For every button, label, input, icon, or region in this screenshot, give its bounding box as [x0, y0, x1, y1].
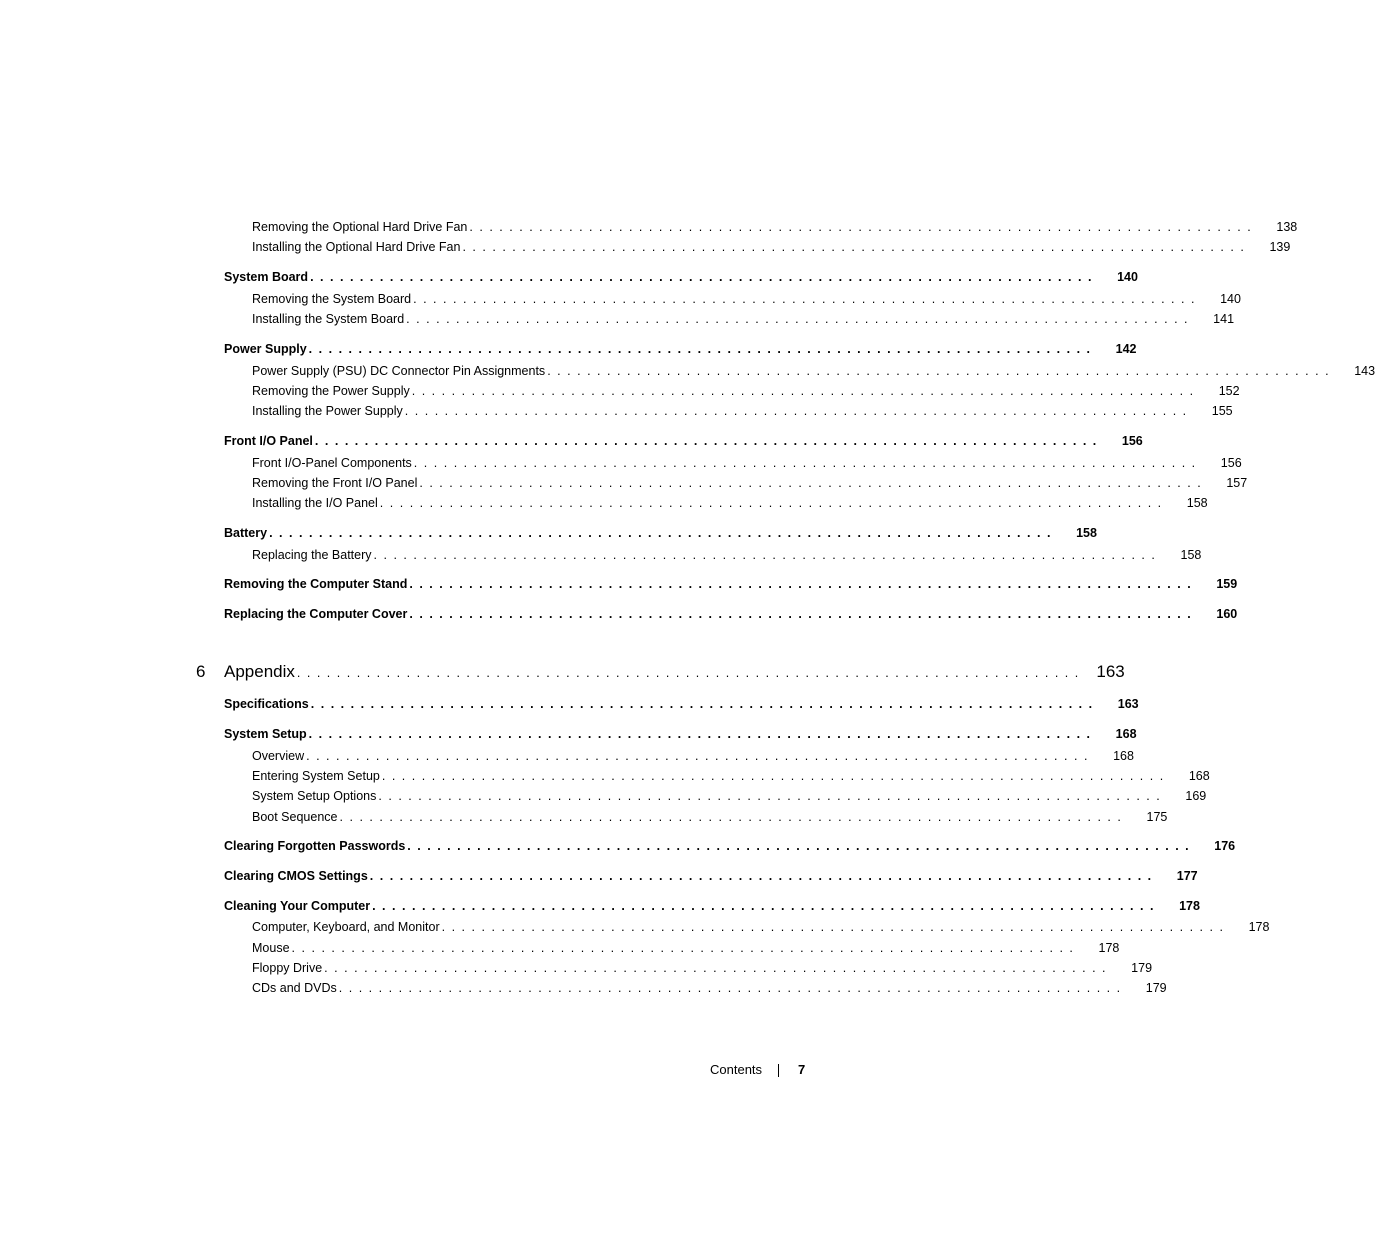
- dot-leader: ...............................................................................: [409, 607, 1198, 621]
- dot-leader: ...............................................................................: [338, 981, 1127, 995]
- toc-entry: Installing the Optional Hard Drive Fan ............................................................................... 139: [252, 240, 1291, 254]
- dot-leader: ...............................................................................: [411, 384, 1200, 398]
- toc-entry: Installing the System Board ............................................................................... 141: [252, 312, 1235, 326]
- dot-leader: ...............................................................................: [381, 769, 1170, 783]
- dot-leader: ...............................................................................: [547, 364, 1336, 378]
- dot-leader: ...............................................................................: [369, 869, 1158, 883]
- toc-section: Front I/O Panel ............................................................................... 156: [224, 434, 1143, 448]
- toc-entry: Removing the Power Supply ............................................................................... 152: [252, 384, 1240, 398]
- dot-leader: ...............................................................................: [441, 920, 1230, 934]
- dot-leader: ...............................................................................: [339, 810, 1128, 824]
- toc-entry: Removing the Front I/O Panel ............................................................................... 157: [252, 476, 1248, 490]
- toc-entry: Removing the Optional Hard Drive Fan ............................................................................... 138: [252, 220, 1298, 234]
- toc-section: Clearing CMOS Settings ............................................................................... 177: [224, 869, 1198, 883]
- toc-section: Power Supply ............................................................................... 142: [224, 342, 1137, 356]
- dot-leader: ...............................................................................: [407, 839, 1196, 853]
- toc-section: Specifications ............................................................................... 163: [224, 697, 1139, 711]
- toc-chapter: 6 Appendix ............................................................................... 163: [196, 662, 1125, 681]
- toc-entry: Floppy Drive ............................................................................... 179: [252, 961, 1153, 975]
- dot-leader: ...............................................................................: [462, 240, 1251, 254]
- footer-section-label: Contents: [710, 1062, 763, 1077]
- toc-entry: Mouse ............................................................................... 178: [252, 941, 1120, 955]
- dot-leader: ...............................................................................: [469, 220, 1258, 234]
- dot-leader: ...............................................................................: [308, 342, 1097, 356]
- toc-entry: Computer, Keyboard, and Monitor ............................................................................... 178: [252, 920, 1270, 934]
- dot-leader: ...............................................................................: [413, 292, 1201, 306]
- toc-entry: Overview ............................................................................... 168: [252, 749, 1134, 763]
- toc-entry: Boot Sequence ............................................................................... 175: [252, 810, 1168, 824]
- toc-section: Clearing Forgotten Passwords ............................................................................... 176: [224, 839, 1236, 853]
- dot-leader: ...............................................................................: [296, 666, 1085, 680]
- toc-entry: Entering System Setup ............................................................................... 168: [252, 769, 1210, 783]
- dot-leader: ...............................................................................: [310, 697, 1099, 711]
- dot-leader: ...............................................................................: [413, 456, 1202, 470]
- toc-entry: Installing the Power Supply ............................................................................... 155: [252, 404, 1233, 418]
- dot-leader: ...............................................................................: [378, 789, 1167, 803]
- dot-leader: ...............................................................................: [324, 961, 1113, 975]
- toc-section: Cleaning Your Computer ............................................................................... 178: [224, 899, 1200, 913]
- footer-page-number: 7: [798, 1062, 806, 1077]
- toc-section: Replacing the Computer Cover ............................................................................... 160: [224, 607, 1238, 621]
- dot-leader: ...............................................................................: [269, 526, 1057, 540]
- dot-leader: ...............................................................................: [291, 941, 1080, 955]
- dot-leader: ...............................................................................: [310, 270, 1098, 284]
- toc-entry: Replacing the Battery ............................................................................... 158: [252, 548, 1202, 562]
- dot-leader: ...............................................................................: [314, 434, 1103, 448]
- dot-leader: ...............................................................................: [419, 476, 1208, 490]
- toc-entry: Installing the I/O Panel ............................................................................... 158: [252, 496, 1208, 510]
- toc-entry: CDs and DVDs ............................................................................... 179: [252, 981, 1167, 995]
- toc-entry: Power Supply (PSU) DC Connector Pin Assignments ............................................................................... 143: [252, 364, 1375, 378]
- dot-leader: ...............................................................................: [406, 312, 1195, 326]
- toc-section: Battery ............................................................................... 158: [224, 526, 1097, 540]
- dot-leader: ...............................................................................: [409, 577, 1198, 591]
- toc-entry: System Setup Options ............................................................................... 169: [252, 789, 1207, 803]
- footer-divider: [778, 1064, 779, 1077]
- toc-entry: Front I/O-Panel Components ............................................................................... 156: [252, 456, 1242, 470]
- toc-entry: Removing the System Board ............................................................................... 140: [252, 292, 1241, 306]
- dot-leader: ...............................................................................: [404, 404, 1193, 418]
- toc-section: System Setup ............................................................................... 168: [224, 727, 1137, 741]
- dot-leader: ...............................................................................: [373, 548, 1162, 562]
- dot-leader: ...............................................................................: [306, 749, 1094, 763]
- dot-leader: ...............................................................................: [372, 899, 1160, 913]
- dot-leader: ...............................................................................: [379, 496, 1168, 510]
- dot-leader: ...............................................................................: [308, 727, 1097, 741]
- toc-section: Removing the Computer Stand ............................................................................... 159: [224, 577, 1238, 591]
- toc-section: System Board ............................................................................... 140: [224, 270, 1138, 284]
